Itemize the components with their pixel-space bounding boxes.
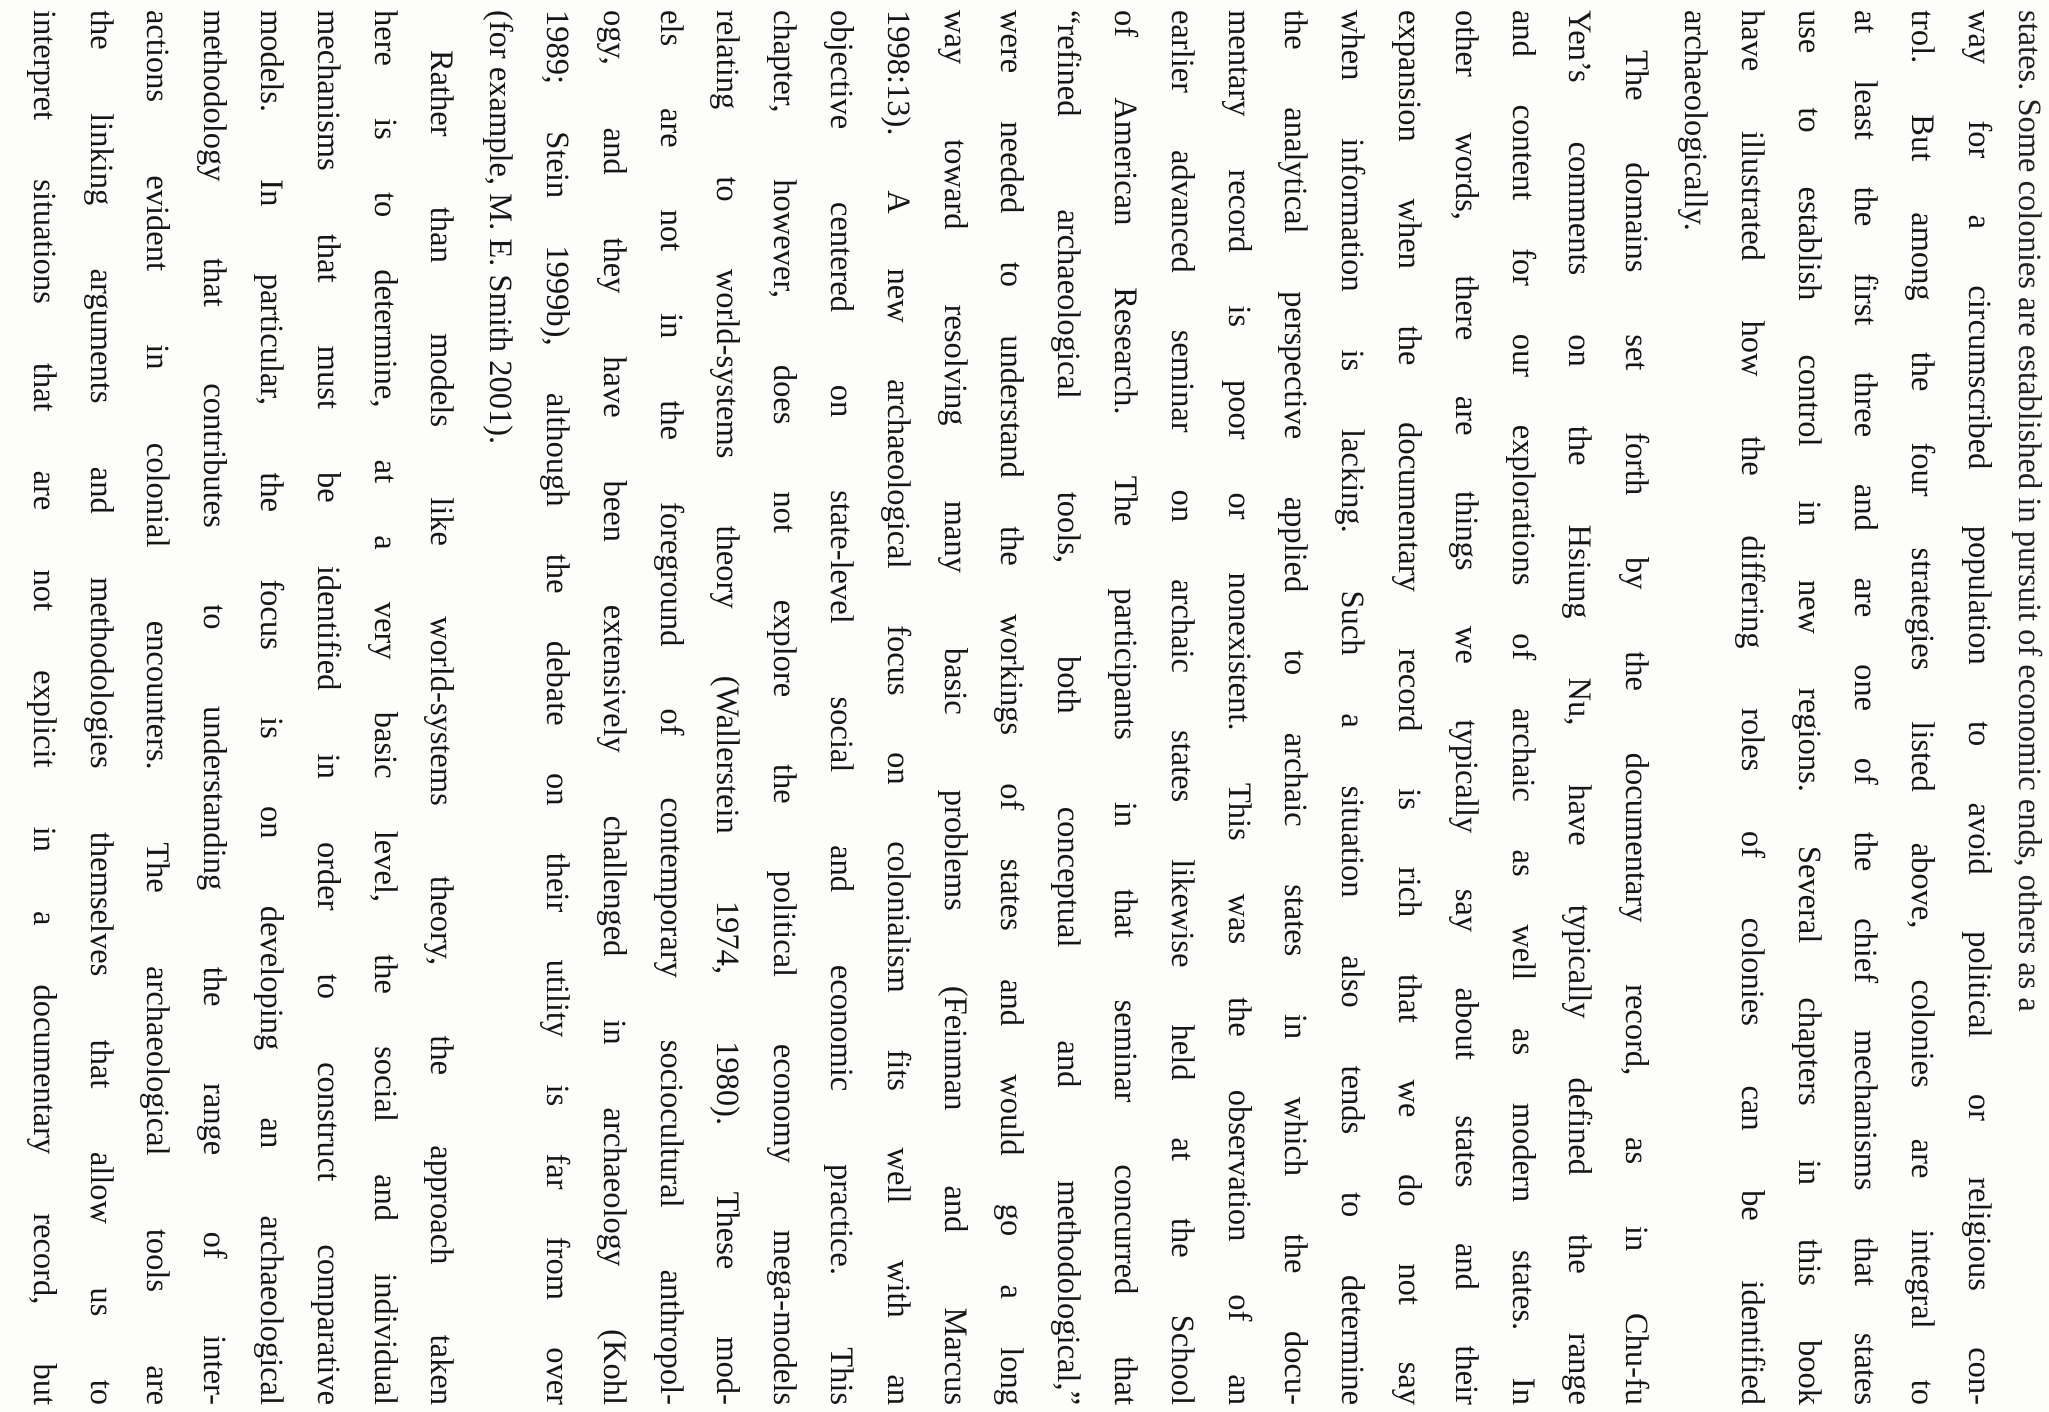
text-line: earlier advanced seminar on archaic states likewise held at the School (1163, 10, 1200, 1405)
text-line: at least the first three and are one of the chief mechanisms that states (1847, 10, 1884, 1405)
paragraph-first-line: The domains set forth by the documentary record, as in Chu-fu (1618, 50, 1655, 1405)
paragraph-first-line: Rather than models like world-systems theory, the approach taken (423, 50, 460, 1405)
text-line: 1998:13). A new archaeological focus on colonialism fits well with an (879, 10, 916, 1405)
text-line: models. In particular, the focus is on developing an archaeological (253, 10, 290, 1405)
text-line: were needed to understand the workings of states and would go a long (993, 10, 1030, 1405)
text-line: the analytical perspective applied to archaic states in which the docu- (1277, 10, 1314, 1405)
text-line: way for a circumscribed population to avoid political or religious con- (1961, 10, 1997, 1405)
text-line: relating to world-systems theory (Wallerstein 1974, 1980). These mod- (709, 10, 746, 1405)
text-line: archaeologically. (1677, 10, 1714, 231)
text-line: have illustrated how the differing roles of colonies can be identified (1733, 10, 1770, 1405)
text-line: ogy, and they have been extensively challenged in archaeology (Kohl (595, 10, 632, 1405)
body-text (15, 10, 2047, 1405)
text-line: “refined archaeological tools, both conceptual and methodological,” (1050, 10, 1087, 1405)
text-line: expansion when the documentary record is rich that we do not say (1391, 10, 1428, 1405)
text-line: trol. But among the four strategies listed above, colonies are integral to (1904, 10, 1941, 1405)
text-line: (for example, M. E. Smith 2001). (482, 10, 519, 445)
text-line: of American Research. The participants in that seminar concurred that (1107, 10, 1144, 1405)
text-line: mechanisms that must be identified in order to construct comparative (309, 10, 346, 1405)
text-line: chapter, however, does not explore the political economy mega-models (766, 10, 803, 1405)
text-line: use to establish control in new regions. Several chapters in this book (1790, 10, 1827, 1405)
text-line: other words, there are things we typically say about states and their (1447, 10, 1484, 1405)
text-line: interpret situations that are not explicit in a documentary record, but (25, 10, 62, 1405)
text-line: when information is lacking. Such a situation also tends to determine (1334, 10, 1371, 1405)
text-line: and content for our explorations of archaic as well as modern states. In (1504, 10, 1541, 1405)
text-line: way toward resolving many basic problems (Feinman and Marcus (936, 10, 973, 1405)
text-line: els are not in the foreground of contemporary sociocultural anthropol- (652, 10, 689, 1405)
text-line: methodology that contributes to understanding the range of inter- (196, 10, 233, 1405)
text-line: actions evident in colonial encounters. The archaeological tools are (139, 10, 176, 1405)
text-line: the linking arguments and methodologies themselves that allow us to (82, 10, 119, 1405)
text-line: Yen’s comments on the Hsiung Nu, have typically defined the range (1561, 10, 1598, 1405)
text-line-cut-off: states. Some colonies are established in pursuit of economic ends, others as a (2011, 10, 2047, 1012)
text-line: here is to determine, at a very basic level, the social and individual (366, 10, 403, 1405)
text-line: 1989; Stein 1999b), although the debate on their utility is far from over (539, 10, 576, 1405)
text-line: mentary record is poor or nonexistent. This was the observation of an (1220, 10, 1257, 1405)
text-line: objective centered on state-level social and economic practice. This (823, 10, 860, 1405)
